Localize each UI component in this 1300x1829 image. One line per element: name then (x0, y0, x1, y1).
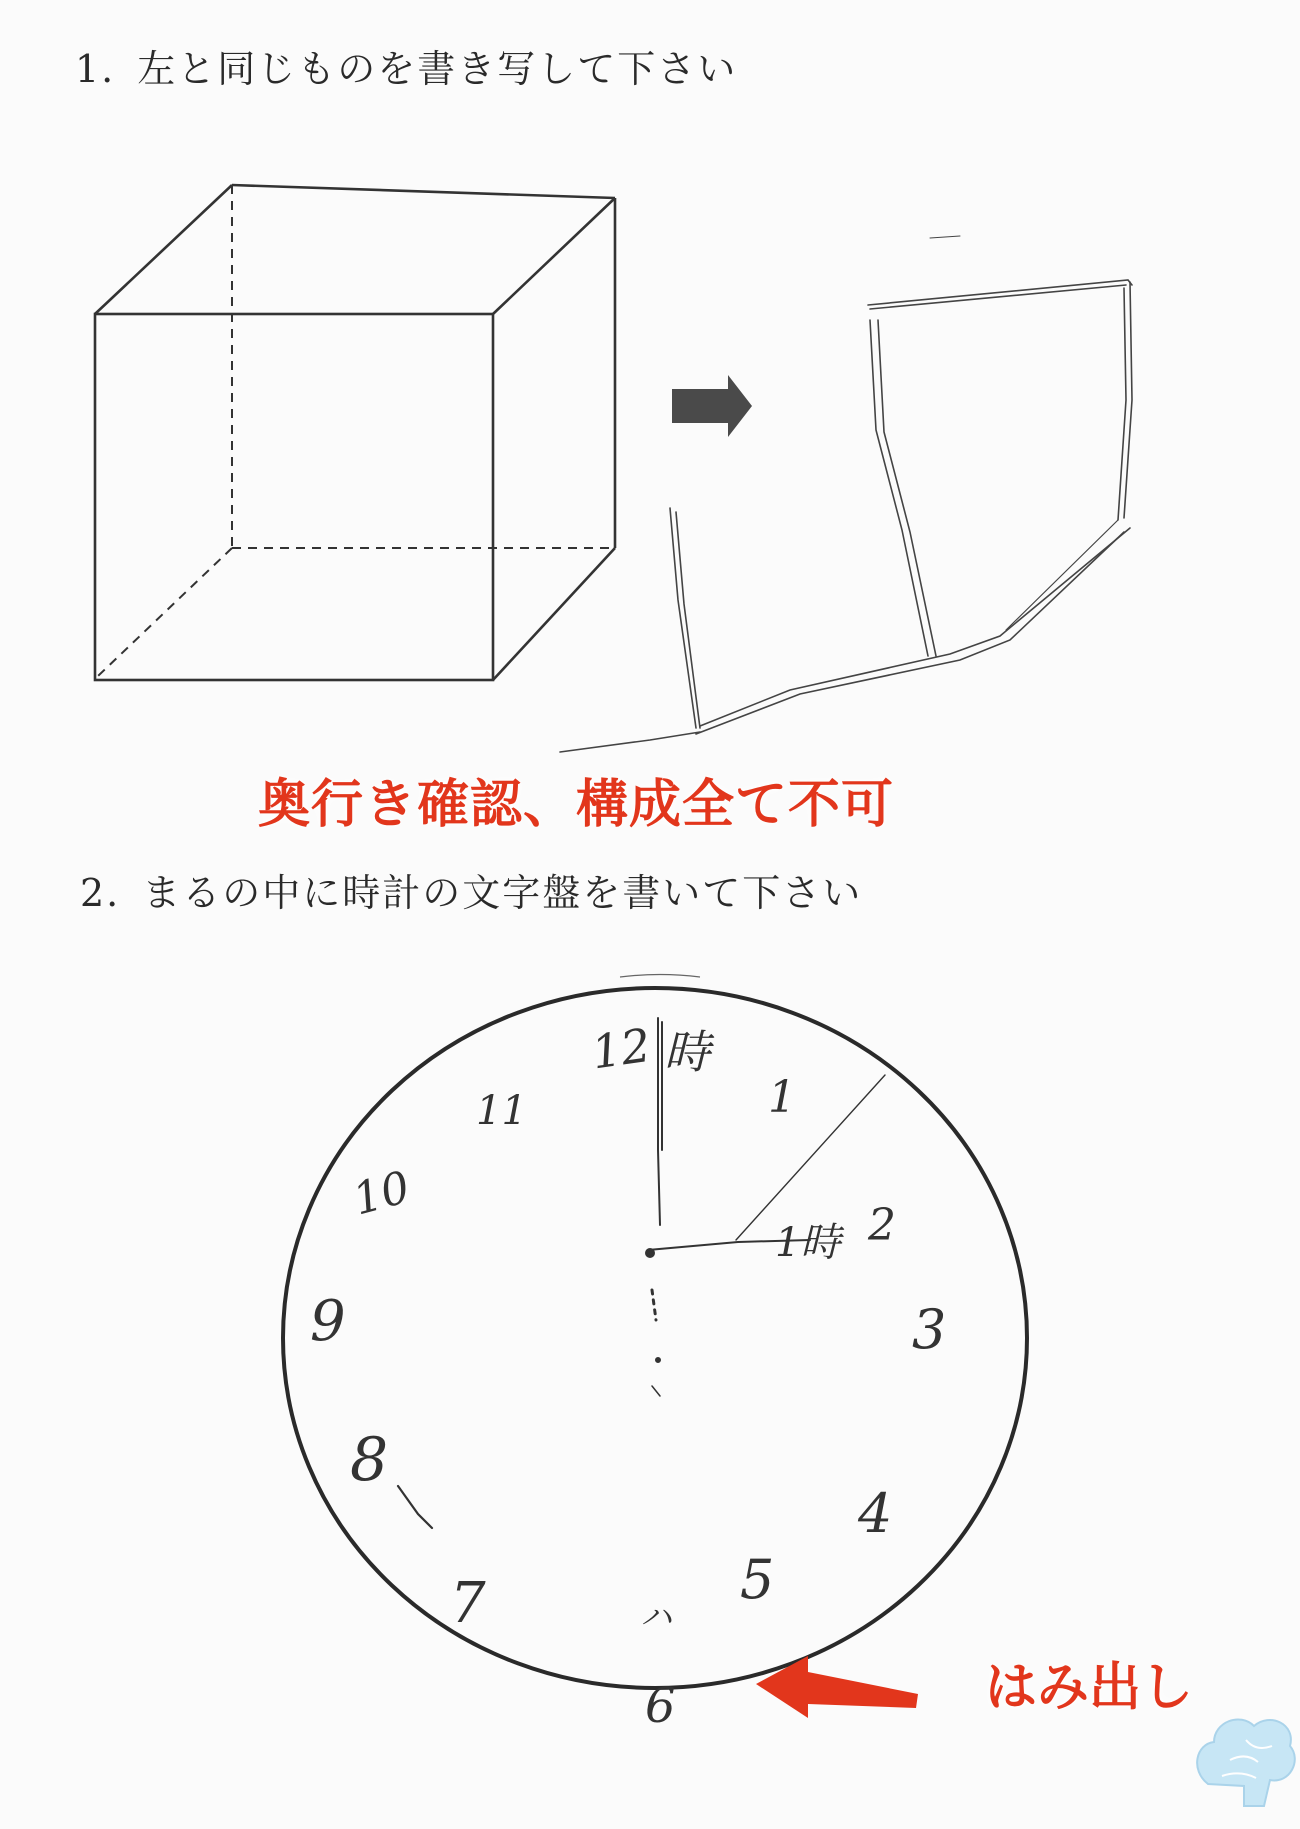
numeral-6: 6 (645, 1678, 676, 1734)
question-2-number: 2. (80, 871, 121, 915)
numeral-12: 12 (588, 1017, 654, 1080)
question-2 (80, 862, 862, 917)
numeral-1: 1 (768, 1072, 796, 1123)
numeral-2: 2 (868, 1200, 896, 1251)
copied-cube-sketch (560, 236, 1132, 752)
numeral-10: 10 (347, 1161, 416, 1226)
cube-verdict-label: 奥行き確認、構成全て不可 (258, 775, 895, 835)
question-1-number: 1. (75, 47, 116, 91)
model-cube (95, 185, 615, 680)
numeral-11: 11 (476, 1088, 527, 1134)
numeral-4: 4 (858, 1482, 893, 1545)
numeral-5: 5 (740, 1548, 775, 1611)
right-arrow-icon (672, 375, 752, 437)
time-label-top: 時 (664, 1025, 710, 1079)
clock-verdict-label: はみ出し (985, 1658, 1194, 1718)
pointer-arrow-icon (756, 1656, 918, 1718)
time-label-hand: 1時 (775, 1220, 841, 1266)
question-2-text: まるの中に時計の文字盤を書いて下さい (142, 871, 863, 915)
numeral-9: 9 (310, 1289, 346, 1354)
clock-numerals (310, 1018, 946, 1734)
seven-half-mark: ハ (640, 1598, 673, 1636)
numeral-8: 8 (350, 1425, 389, 1495)
numeral-7: 7 (450, 1571, 486, 1636)
brain-logo-icon (1197, 1719, 1295, 1806)
question-1-text: 左と同じものを書き写して下さい (137, 47, 738, 91)
numeral-3: 3 (912, 1298, 947, 1361)
clock-hands (398, 1018, 885, 1528)
